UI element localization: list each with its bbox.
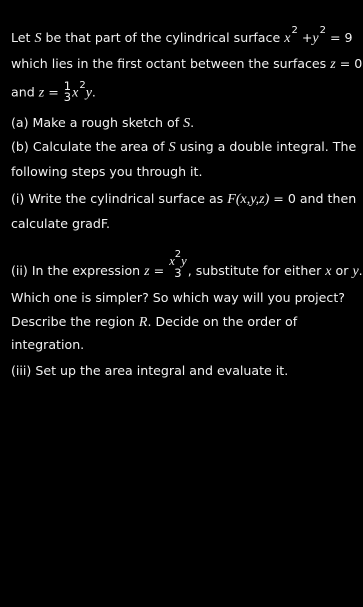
part-ii-order-text: . Decide on the order of (147, 314, 298, 329)
var-y: y (85, 85, 92, 101)
part-ii-describe-text: Describe the region (11, 314, 135, 329)
fraction-x2y-over-3 (169, 249, 187, 280)
fraction-denominator: 3 (63, 90, 72, 104)
part-i-gradF-text: calculate gradF. (11, 216, 111, 231)
part-b-text: (b) Calculate the area of (11, 139, 165, 154)
fraction-numerator: 1 (63, 79, 72, 93)
equals-9: = 9 (330, 30, 353, 45)
var-x: x (284, 31, 291, 46)
period: . (91, 84, 96, 100)
var-z: z (330, 57, 336, 72)
var-S: S (183, 116, 191, 131)
text-cylindrical-surface: be that part of the cylindrical surface (45, 30, 281, 45)
part-ii-line-2 (11, 290, 345, 306)
var-y: y (181, 254, 187, 268)
exponent-2: 2 (79, 79, 86, 91)
part-b-steps-text: following steps you through it. (11, 164, 203, 179)
part-iii (11, 363, 288, 379)
var-x: x (72, 85, 79, 101)
part-i-text-2: = 0 and then (273, 191, 357, 206)
line-1 (11, 25, 353, 48)
text-or: or (335, 263, 349, 278)
var-y: y (352, 264, 359, 279)
part-a-text: (a) Make a rough sketch of (11, 115, 180, 130)
part-ii-integration-text: integration. (11, 337, 85, 352)
exponent-2: 2 (174, 249, 182, 260)
part-b-text-2: using a double integral. The (179, 139, 357, 154)
equals-0: = 0 (339, 56, 363, 71)
part-a (11, 115, 194, 132)
exponent-2: 2 (291, 25, 298, 36)
period: . (358, 263, 363, 278)
var-x: x (325, 264, 332, 279)
equals-sign: = (153, 263, 165, 278)
text-first-octant: which lies in the first octant between the surfaces (11, 56, 327, 71)
var-z: z (38, 85, 45, 101)
plus-sign: + (301, 30, 313, 45)
part-b-line-2 (11, 164, 203, 180)
var-S: S (168, 140, 176, 155)
part-i-text: (i) Write the cylindrical surface as (11, 191, 224, 206)
part-ii-text-2: , substitute for either (187, 263, 322, 278)
part-i-line-2 (11, 216, 110, 232)
part-iii-text: (iii) Set up the area integral and evaluate it. (11, 363, 289, 378)
part-b (11, 139, 356, 156)
var-x: x (169, 254, 175, 268)
exponent-2: 2 (319, 25, 326, 36)
period: . (190, 115, 195, 130)
part-i (11, 191, 356, 208)
part-ii-line-4 (11, 337, 84, 353)
var-R: R (138, 315, 148, 330)
line-2 (11, 56, 362, 73)
function-F: F(x,y,z) (227, 192, 270, 207)
part-ii-question-text: Which one is simpler? So which way will you project? (11, 290, 345, 305)
equals-sign: = (48, 84, 59, 100)
fraction-one-third (64, 81, 71, 103)
part-ii (11, 249, 363, 283)
text-let: Let (11, 30, 31, 45)
var-y: y (312, 31, 319, 46)
var-S: S (34, 31, 42, 46)
var-z: z (144, 264, 150, 279)
text-and: and (11, 84, 35, 100)
part-ii-text: (ii) In the expression (11, 263, 141, 278)
fraction-denominator: 3 (174, 266, 182, 280)
line-3 (11, 79, 96, 104)
part-ii-line-3 (11, 314, 297, 331)
